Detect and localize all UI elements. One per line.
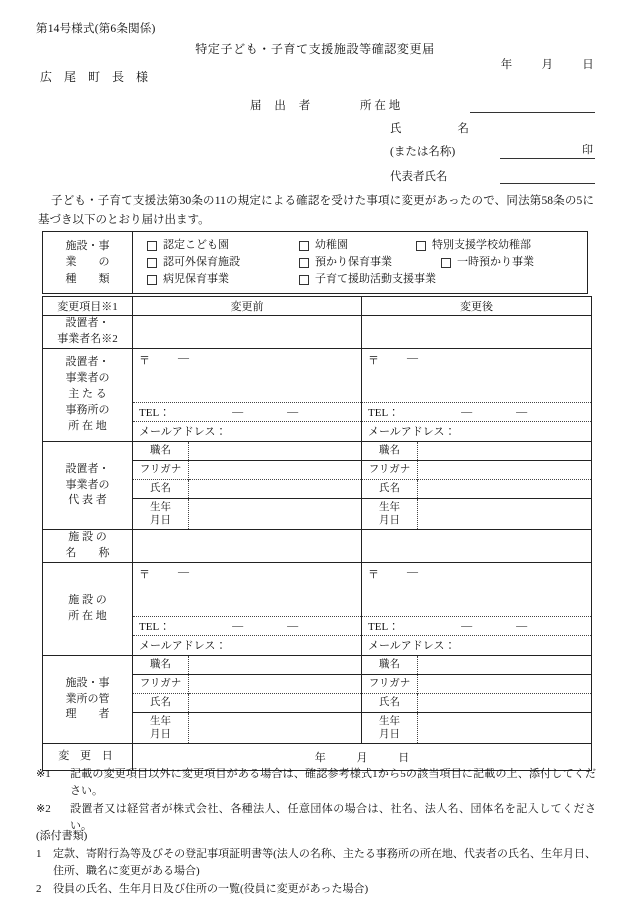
checkbox-icon[interactable]: [441, 258, 451, 268]
subfield-kana[interactable]: [418, 461, 592, 480]
footnote-text: 設置者又は経営者が株式会社、各種法人、任意団体の場合は、社名、法人名、団体名を記入してください。: [70, 803, 596, 833]
subrow-post: [362, 656, 591, 675]
manager-subtable-before: [133, 656, 361, 743]
label-line-3: 代 表 者: [68, 494, 107, 507]
sublabel-birth: [362, 499, 418, 530]
label-line-5: 所 在 地: [68, 419, 107, 432]
checkbox-label: 認定こども園: [163, 239, 229, 251]
label-facility-manager: [43, 656, 133, 744]
field-facility-address-before: [133, 563, 362, 656]
facility-type-options-row-3: [147, 271, 587, 288]
mail-line-after[interactable]: [362, 635, 591, 654]
postal-dash: —: [178, 352, 189, 364]
mail-line-after[interactable]: [362, 421, 591, 440]
field-operator-representative-after: [362, 442, 592, 530]
submitter-name-sub-label: (または名称): [390, 146, 456, 158]
tel-label: TEL：: [139, 621, 171, 633]
field-facility-manager-after: [362, 656, 592, 744]
sublabel-birth-line-1: 生年: [379, 501, 400, 513]
tel-dash-1: —: [232, 406, 244, 418]
field-facility-manager-before: [133, 656, 362, 744]
sublabel-post: 職名: [362, 442, 418, 461]
subfield-kana[interactable]: [189, 461, 362, 480]
postal-dash: —: [178, 566, 189, 578]
subfield-birth[interactable]: [189, 713, 362, 744]
label-line-2: 事業者の: [65, 478, 110, 491]
label-facility-address: [43, 563, 133, 656]
tel-dash-2: —: [287, 406, 299, 418]
mail-line-before[interactable]: [133, 635, 361, 654]
submitter-representative-row: [250, 167, 595, 184]
field-facility-address-after: [362, 563, 592, 656]
footnote-mark: ※1: [36, 768, 51, 780]
sublabel-birth-line-2: 月日: [150, 515, 171, 526]
subfield-birth[interactable]: [189, 499, 362, 530]
facility-type-row: [43, 232, 588, 294]
field-facility-name-before[interactable]: [133, 530, 362, 563]
subfield-birth[interactable]: [418, 713, 592, 744]
subfield-name[interactable]: [418, 694, 592, 713]
submitter-address-field[interactable]: [470, 97, 595, 113]
postal-line-after[interactable]: [362, 349, 591, 402]
subrow-name: [133, 480, 361, 499]
postal-mark-icon: 〒: [139, 355, 150, 367]
body-paragraph-text: 子ども・子育て支援法第30条の11の規定による確認を受けた事項に変更があったので、同法第58条の5に基づき以下のとおり届け出ます。: [38, 195, 594, 226]
checkbox-icon[interactable]: [416, 241, 426, 251]
subrow-post: [133, 656, 361, 675]
row-facility-name: [43, 530, 592, 563]
form-number: 第14号様式(第6条関係): [36, 23, 156, 35]
field-operator-office-address-after: [362, 349, 592, 442]
field-operator-representative-before: [133, 442, 362, 530]
label-line-1: 設置者・: [65, 317, 110, 330]
row-facility-address: [43, 563, 592, 656]
subrow-birth: [133, 499, 361, 530]
attachment-item-1: [36, 846, 596, 880]
checkbox-label: 病児保育事業: [163, 273, 229, 286]
checkbox-item-ninkagai[interactable]: [147, 254, 299, 271]
page-title: 特定子ども・子育て支援施設等確認変更届: [195, 42, 435, 56]
sublabel-birth-line-1: 生年: [379, 715, 400, 727]
sublabel-birth-line-2: 月日: [379, 515, 400, 526]
checkbox-icon[interactable]: [299, 241, 309, 251]
sublabel-birth: [133, 499, 189, 530]
checkbox-icon[interactable]: [299, 275, 309, 285]
representative-subtable-before: [133, 442, 361, 529]
attachment-text: 定款、寄附行為等及びその登記事項証明書等(法人の名称、主たる事務所の所在地、代表者の氏名、生年月日、住所、職名に変更がある場合): [53, 848, 596, 878]
change-date-month-label: 月: [356, 752, 368, 764]
subrow-kana: [133, 675, 361, 694]
label-line-2: 所 在 地: [68, 610, 107, 622]
label-operator-name: [43, 316, 133, 349]
representative-subtable-after: [362, 442, 591, 529]
label-line-3: 理 者: [65, 708, 110, 721]
label-line-1: 施設・事: [65, 676, 110, 689]
sublabel-kana: フリガナ: [362, 461, 418, 480]
subfield-name[interactable]: [189, 694, 362, 713]
subrow-post: [362, 442, 591, 461]
checkbox-icon[interactable]: [147, 275, 157, 285]
label-line-2: 事業者名※2: [57, 333, 118, 345]
subrow-birth: [362, 499, 591, 530]
header-after: 変更後: [362, 297, 592, 316]
seal-icon: 印: [582, 144, 593, 156]
mail-label: メールアドレス：: [139, 640, 227, 652]
mail-line-before[interactable]: [133, 421, 361, 440]
facility-type-options: [133, 232, 588, 294]
tel-line-before[interactable]: [133, 402, 361, 421]
facility-type-options-row-1: [147, 237, 587, 254]
postal-mark-icon: 〒: [139, 569, 150, 581]
field-operator-name-before[interactable]: [133, 316, 362, 349]
subrow-kana: [362, 461, 591, 480]
subrow-name: [133, 694, 361, 713]
row-operator-name: [43, 316, 592, 349]
sublabel-birth-line-2: 月日: [379, 729, 400, 740]
subfield-post[interactable]: [418, 656, 592, 675]
field-operator-office-address-before: [133, 349, 362, 442]
subrow-kana: [133, 461, 361, 480]
checkbox-item-byouji[interactable]: [147, 271, 299, 288]
subrow-birth: [362, 713, 591, 744]
date-day-label: 日: [582, 59, 594, 71]
checkbox-item-ninteikodomoen[interactable]: [147, 237, 299, 254]
checkbox-icon[interactable]: [147, 241, 157, 251]
submitter-address-label: 所 在 地: [360, 100, 401, 112]
header-change-item: 変更項目※1: [43, 297, 133, 316]
facility-type-label-line-1: 施設・事: [65, 239, 110, 252]
sublabel-name: 氏名: [133, 694, 189, 713]
checkbox-label: 幼稚園: [315, 239, 348, 251]
tel-dash-2: —: [287, 620, 299, 632]
postal-line-before[interactable]: [133, 349, 361, 402]
label-line-2: 事業者の: [65, 372, 110, 385]
submitter-name-row: [250, 142, 595, 159]
subfield-name[interactable]: [418, 480, 592, 499]
subfield-birth[interactable]: [418, 499, 592, 530]
sublabel-name: 氏名: [362, 480, 418, 499]
sublabel-kana: フリガナ: [362, 675, 418, 694]
facility-type-label: [43, 232, 133, 294]
sublabel-birth-line-2: 月日: [150, 729, 171, 740]
manager-subtable-after: [362, 656, 591, 743]
body-paragraph: [38, 192, 594, 230]
sublabel-post: 職名: [133, 656, 189, 675]
change-date-year-label: 年: [314, 752, 326, 764]
attachments-section: [36, 828, 596, 899]
tel-line-after[interactable]: [362, 616, 591, 635]
checkbox-label: 一時預かり事業: [457, 256, 534, 269]
checkbox-label: 特別支援学校幼稚部: [432, 239, 531, 251]
sublabel-name: 氏名: [362, 694, 418, 713]
tel-line-before[interactable]: [133, 616, 361, 635]
sublabel-birth-line-1: 生年: [150, 501, 171, 513]
submitter-name-label: 氏 名: [390, 123, 480, 135]
label-line-1: 設置者・: [65, 462, 110, 475]
subrow-name: [362, 694, 591, 713]
checkbox-item-azukari[interactable]: [299, 254, 441, 271]
addressee: 広 尾 町 長 様: [40, 70, 153, 84]
row-facility-manager: [43, 656, 592, 744]
tel-dash-2: —: [516, 406, 528, 418]
subfield-post[interactable]: [418, 442, 592, 461]
submitter-representative-label: 代表者氏名: [390, 171, 448, 183]
checkbox-icon[interactable]: [147, 258, 157, 268]
row-operator-office-address: [43, 349, 592, 442]
date-month-label: 月: [541, 59, 554, 71]
tel-dash-1: —: [232, 620, 244, 632]
checkbox-item-youchien[interactable]: [299, 237, 416, 254]
submitter-name-field[interactable]: [500, 143, 595, 159]
field-operator-name-after[interactable]: [362, 316, 592, 349]
subrow-birth: [133, 713, 361, 744]
tel-dash-2: —: [516, 620, 528, 632]
checkbox-label: 子育て援助活動支援事業: [315, 273, 436, 286]
checkbox-item-tokubetsushien[interactable]: [416, 237, 531, 254]
submitter-representative-field[interactable]: [500, 168, 595, 184]
submitter-block: [250, 96, 595, 190]
subrow-name: [362, 480, 591, 499]
date-year-label: 年: [500, 59, 513, 71]
label-line-4: 事務所の: [65, 403, 110, 416]
sublabel-kana: フリガナ: [133, 461, 189, 480]
subfield-post[interactable]: [189, 656, 362, 675]
subrow-post: [133, 442, 361, 461]
postal-dash: —: [407, 352, 418, 364]
label-line-1: 設置者・: [65, 356, 110, 369]
checkbox-icon[interactable]: [299, 258, 309, 268]
facility-type-table: [42, 231, 588, 294]
label-change-date: 変 更 日: [43, 744, 133, 771]
mail-label: メールアドレス：: [139, 426, 227, 438]
header-before: 変更前: [133, 297, 362, 316]
tel-dash-1: —: [461, 620, 473, 632]
attachments-title: (添付書類): [36, 830, 88, 842]
sublabel-birth: [133, 713, 189, 744]
attachment-text: 役員の氏名、生年月日及び住所の一覧(役員に変更があった場合): [53, 883, 369, 896]
label-line-1: 施 設 の: [68, 594, 107, 607]
footnote-1: [36, 766, 596, 800]
facility-type-options-row-2: [147, 254, 587, 271]
tel-label: TEL：: [139, 407, 171, 419]
checkbox-item-kosodate-enjo[interactable]: [299, 271, 436, 288]
field-facility-name-after[interactable]: [362, 530, 592, 563]
tel-label: TEL：: [368, 621, 400, 633]
sublabel-birth-line-1: 生年: [150, 715, 171, 727]
label-line-1: 施 設 の: [68, 531, 107, 544]
subfield-post[interactable]: [189, 442, 362, 461]
submitter-label: 届 出 者: [250, 100, 316, 112]
checkbox-label: 預かり保育事業: [315, 256, 392, 269]
postal-mark-icon: 〒: [368, 355, 379, 367]
postal-mark-icon: 〒: [368, 569, 379, 581]
sublabel-birth: [362, 713, 418, 744]
sublabel-post: 職名: [133, 442, 189, 461]
row-operator-representative: [43, 442, 592, 530]
attachment-item-2: [36, 881, 596, 898]
tel-line-after[interactable]: [362, 402, 591, 421]
subrow-kana: [362, 675, 591, 694]
checkbox-label: 認可外保育施設: [163, 256, 240, 269]
facility-type-label-line-2: 業 の: [65, 256, 110, 269]
subfield-kana[interactable]: [189, 675, 362, 694]
label-facility-name: [43, 530, 133, 563]
footnotes: [36, 766, 596, 836]
attachment-number: 1: [36, 848, 42, 861]
label-operator-representative: [43, 442, 133, 530]
change-table: [42, 296, 592, 771]
change-date-day-label: 日: [398, 752, 410, 764]
tel-label: TEL：: [368, 407, 400, 419]
footnote-mark: ※2: [36, 803, 51, 816]
mail-label: メールアドレス：: [368, 640, 456, 652]
facility-type-label-line-3: 種 類: [65, 272, 110, 285]
postal-line-before[interactable]: [133, 563, 361, 616]
label-operator-office-address: [43, 349, 133, 442]
mail-label: メールアドレス：: [368, 426, 456, 438]
submitter-address-row: [250, 96, 595, 113]
checkbox-item-ichiji[interactable]: [441, 254, 534, 271]
attachment-number: 2: [36, 883, 42, 896]
sublabel-name: 氏名: [133, 480, 189, 499]
submitter-name-spacer: [500, 121, 595, 136]
change-table-header-row: [43, 297, 592, 316]
submission-date-line: [501, 56, 594, 72]
sublabel-kana: フリガナ: [133, 675, 189, 694]
label-line-2: 名 称: [65, 547, 110, 559]
postal-line-after[interactable]: [362, 563, 591, 616]
subfield-name[interactable]: [189, 480, 362, 499]
footnote-text: 記載の変更項目以外に変更項目がある場合は、確認参考様式1から5の該当項目に記載の上、添付してください。: [70, 768, 596, 798]
tel-dash-1: —: [461, 406, 473, 418]
sublabel-post: 職名: [362, 656, 418, 675]
label-line-3: 主 た る: [68, 388, 107, 401]
postal-dash: —: [407, 566, 418, 578]
subfield-kana[interactable]: [418, 675, 592, 694]
submitter-name-row-top: [250, 119, 595, 136]
label-line-2: 業所の管: [65, 692, 110, 705]
